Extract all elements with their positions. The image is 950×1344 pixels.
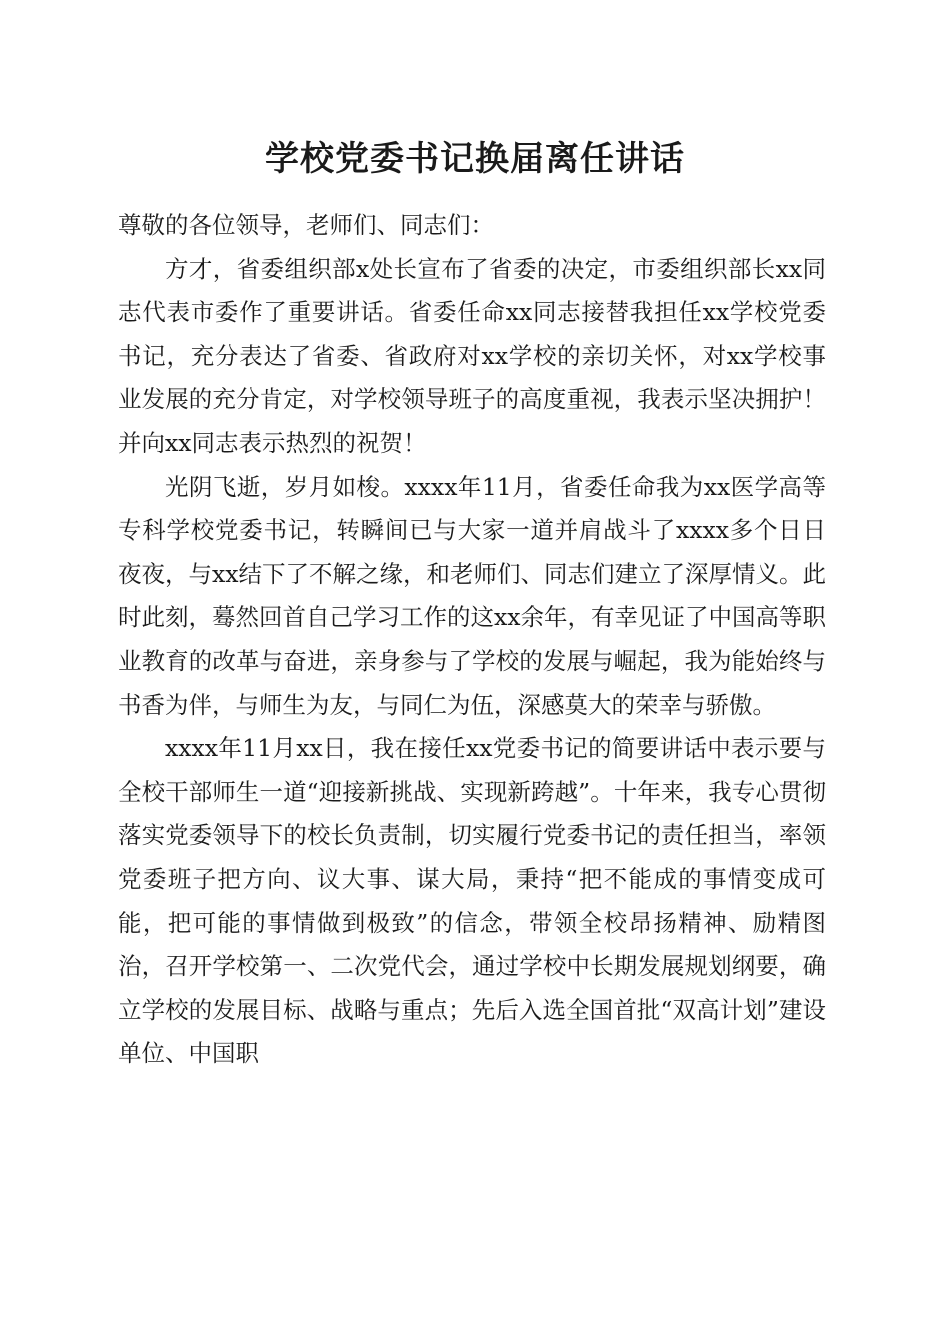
paragraph-1: 方才，省委组织部x处长宣布了省委的决定，市委组织部长xx同志代表市委作了重要讲话。省委任命xx同志接替我担任xx学校党委书记，充分表达了省委、省政府对xx学校的亲切关怀，对xx学校事业发展的充分肯定，对学校领导班子的高度重视，我表示坚决拥护！并向xx同志表示热烈的祝贺！ [118, 254, 826, 457]
paragraph-2: 光阴飞逝，岁月如梭。xxxx年11月，省委任命我为xx医学高等专科学校党委书记，转瞬间已与大家一道并肩战斗了xxxx多个日日夜夜，与xx结下了不解之缘，和老师们、同志们建立了深厚情义。此时此刻，蓦然回首自己学习工作的这xx余年，有幸见证了中国高等职业教育的改革与奋进，亲身参与了学校的发展与崛起，我为能始终与书香为伴，与师生为友，与同仁为伍，深感莫大的荣幸与骄傲。 [118, 472, 827, 719]
salutation: 尊敬的各位领导，老师们、同志们： [118, 211, 494, 239]
paragraph-3: xxxx年11月xx日，我在接任xx党委书记的简要讲话中表示要与全校干部师生一道“迎接新挑战、实现新跨越”。十年来，我专心贯彻落实党委领导下的校长负责制，切实履行党委书记的责任担当，率领党委班子把方向、议大事、谋大局，秉持“把不能成的事情变成可能，把可能的事情做到极致”的信念，带领全校昂扬精神、励精图治，召开学校第一、二次党代会，通过学校中长期发展规划纲要，确立学校的发展目标、战略与重点；先后入选全国首批“双高计划”建设单位、中国职 [118, 734, 826, 1068]
document-body [118, 204, 826, 1076]
document-title: 学校党委书记换届离任讲话 [265, 139, 685, 179]
